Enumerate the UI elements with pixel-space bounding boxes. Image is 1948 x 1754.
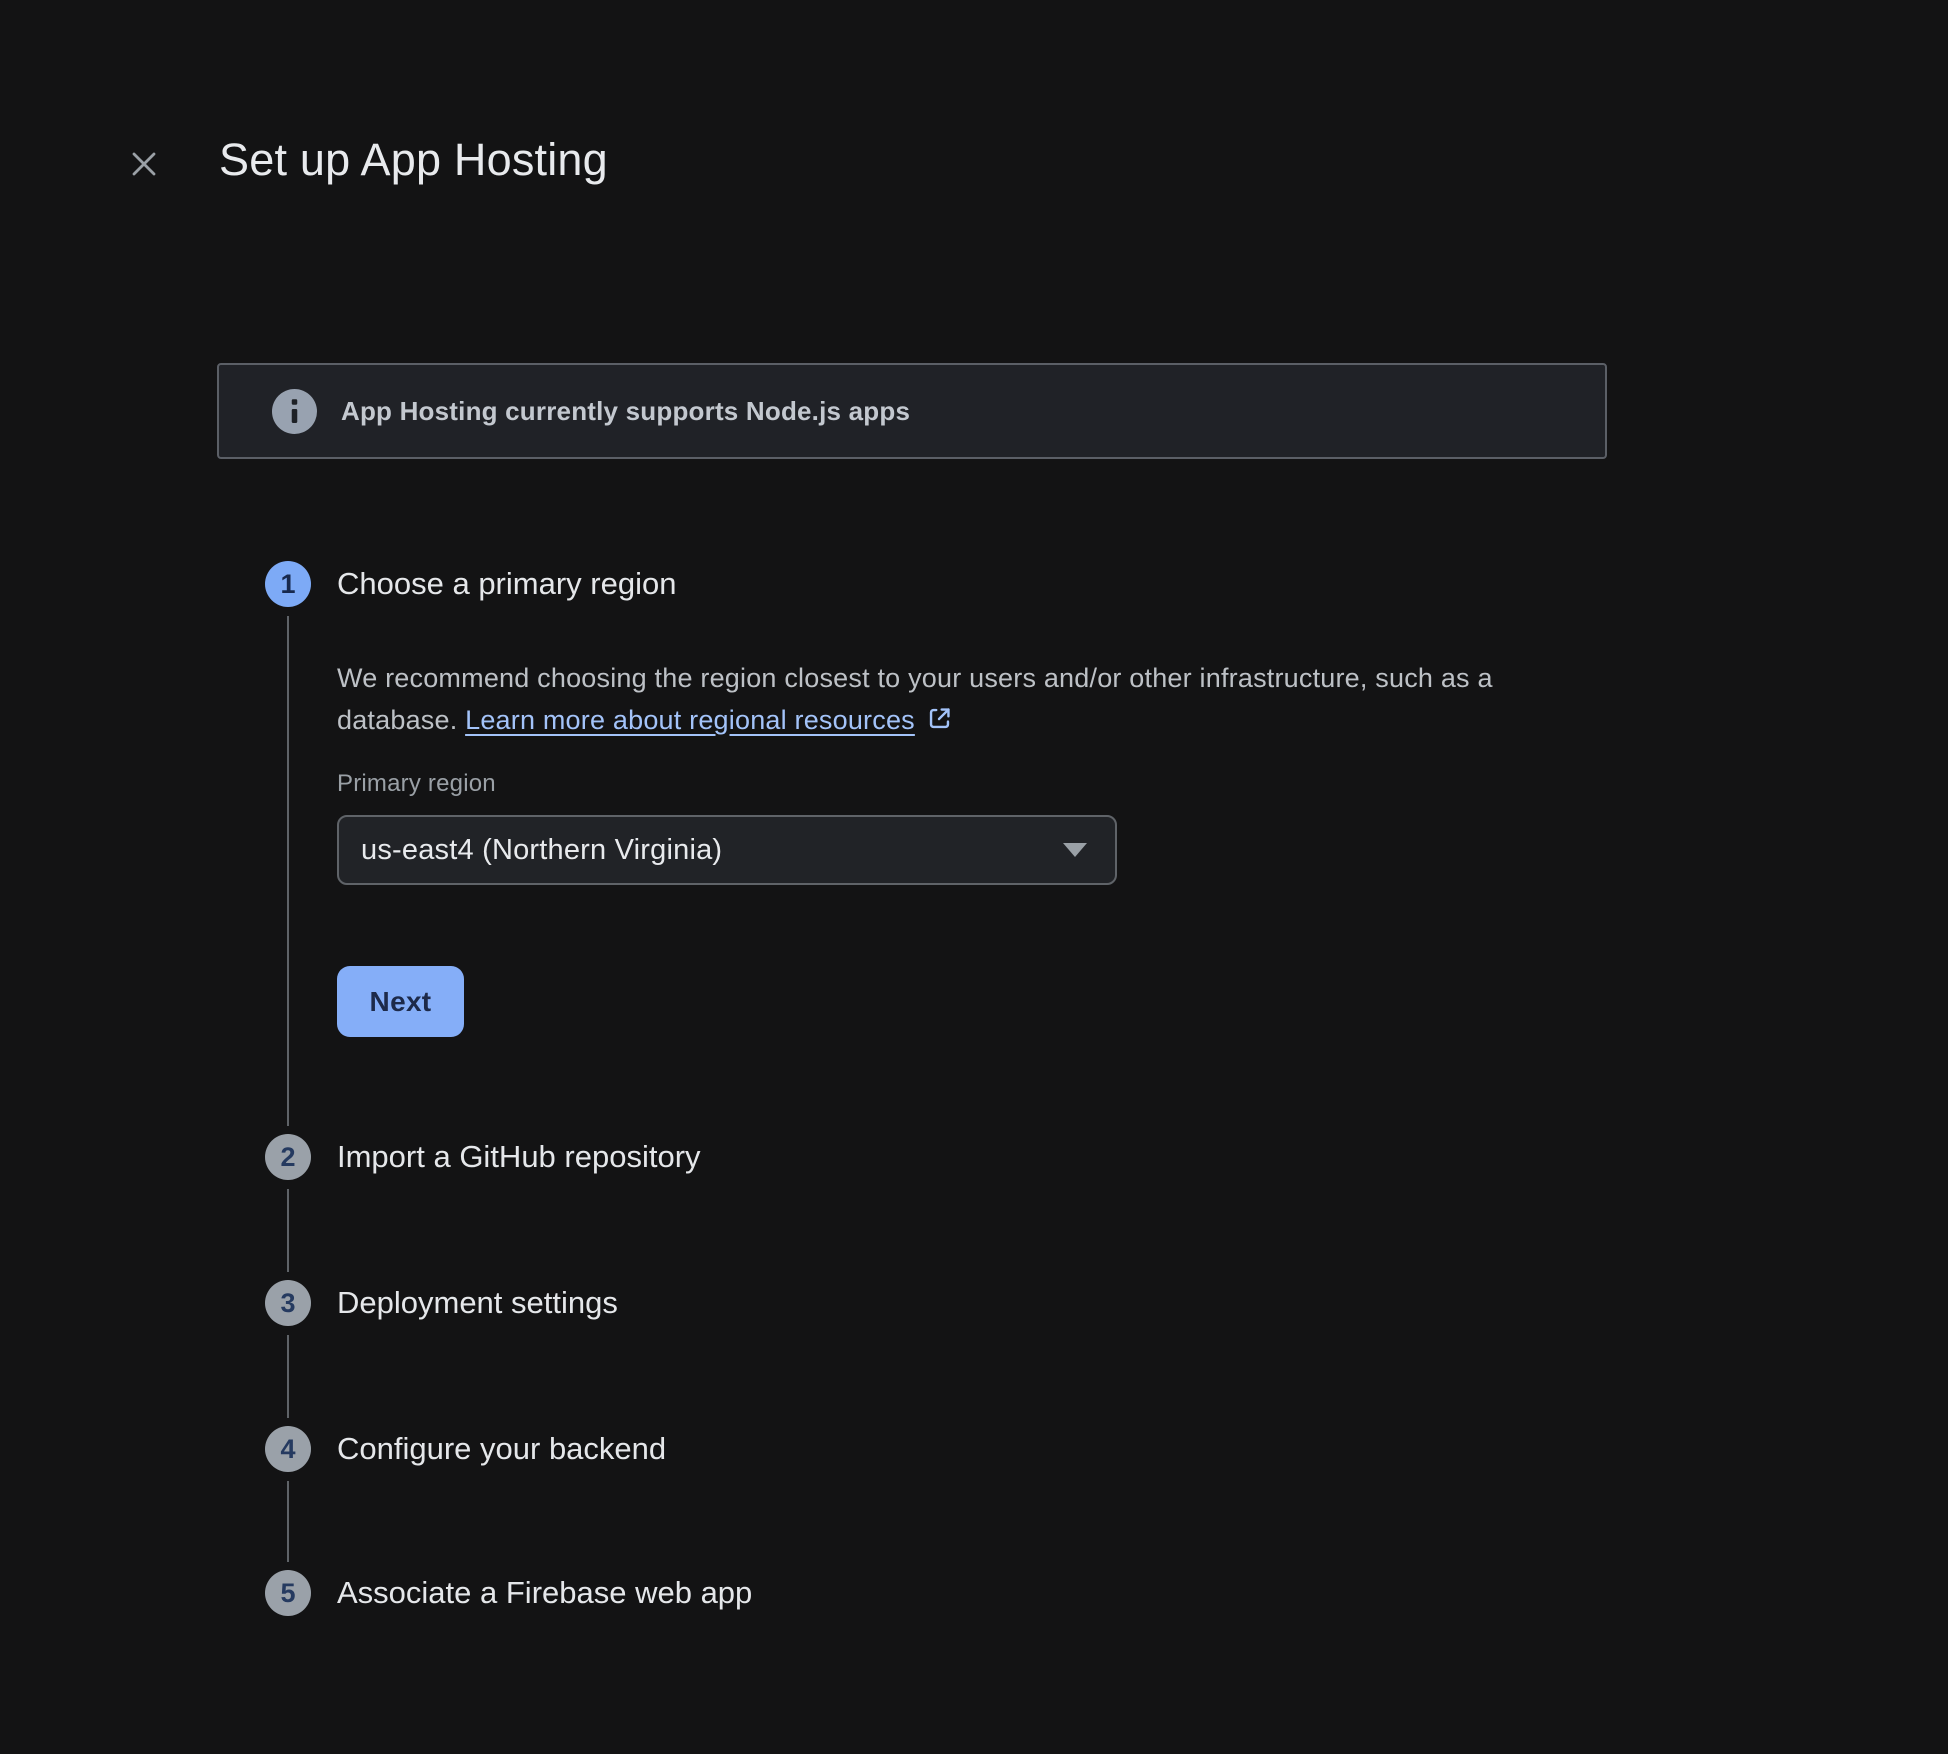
info-icon [272, 389, 317, 434]
step-5-title: Associate a Firebase web app [337, 1575, 753, 1610]
step-3-number: 3 [280, 1287, 296, 1318]
dropdown-arrow-icon [1063, 843, 1087, 857]
step-1-indicator [265, 561, 311, 607]
primary-region-select[interactable] [337, 815, 1117, 885]
banner-message: App Hosting currently supports Node.js apps [341, 395, 911, 426]
step-2-number: 2 [280, 1141, 296, 1172]
primary-region-value: us-east4 (Northern Virginia) [361, 833, 723, 866]
region-description [337, 657, 1607, 745]
close-icon [126, 146, 162, 182]
next-button-label: Next [369, 985, 432, 1017]
stepper-connector-2 [287, 1189, 289, 1272]
stepper-connector-4 [287, 1481, 289, 1562]
step-4-title: Configure your backend [337, 1431, 667, 1466]
step-2-title: Import a GitHub repository [337, 1139, 701, 1174]
step-5-indicator [265, 1570, 311, 1616]
next-button[interactable] [337, 966, 464, 1037]
open-in-new-icon [925, 703, 954, 745]
step-4-indicator [265, 1426, 311, 1472]
step-2-indicator [265, 1134, 311, 1180]
stepper-connector-1 [287, 616, 289, 1126]
stepper-connector-3 [287, 1335, 289, 1418]
step-4-number: 4 [280, 1433, 296, 1464]
description-line-1: We recommend choosing the region closest to your users and/or other infrastructure, such as a [337, 663, 1493, 693]
close-button[interactable] [118, 138, 170, 190]
step-3-title: Deployment settings [337, 1285, 618, 1320]
step-1-number: 1 [280, 568, 296, 599]
info-banner [217, 363, 1607, 459]
page-title: Set up App Hosting [219, 134, 608, 185]
regional-resources-link[interactable]: Learn more about regional resources [465, 705, 915, 735]
primary-region-label: Primary region [337, 770, 496, 797]
step-1-title: Choose a primary region [337, 566, 677, 601]
step-5-number: 5 [280, 1577, 296, 1608]
description-line-2-prefix: database. [337, 705, 466, 735]
step-3-indicator [265, 1280, 311, 1326]
